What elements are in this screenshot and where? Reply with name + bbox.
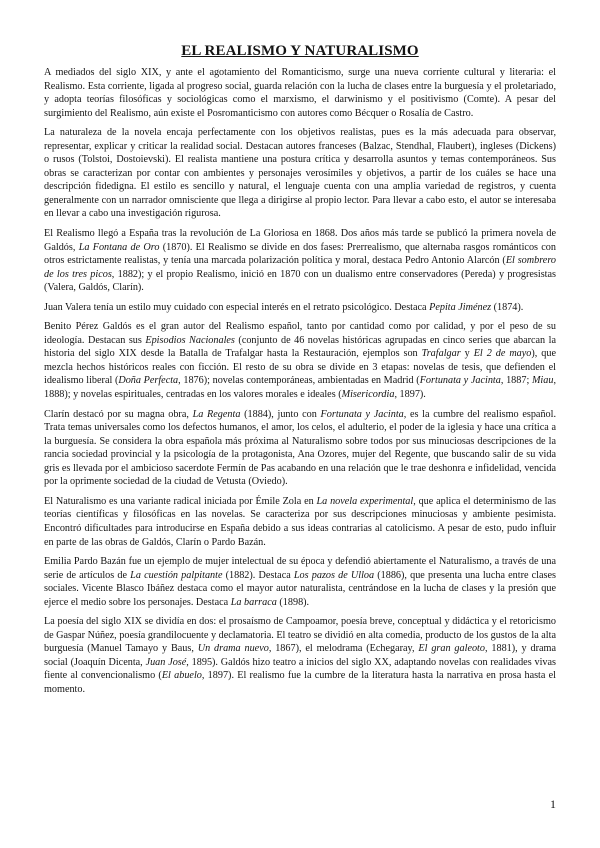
paragraph-text: , que aplica el determinismo de las teorías científicas y filosóficas en las novelas. Se caracteriza por sus descripciones minuciosas y ambiente pesimista. Encontró dificultades para introducirse en España debido a sus ideas contrarias al catolicismo. A pesar de esto, pudo influir en parte de las obras de Galdós, Clarín o Pardo Bazán.: [44, 495, 556, 548]
paragraph-text: (1874).: [491, 301, 524, 313]
paragraph-text: (1898).: [276, 596, 310, 608]
paragraph: [44, 320, 556, 401]
italic-title-text: La novela experimental: [316, 495, 414, 507]
paragraph-text: El Realismo llegó a España tras la revolución de La Gloriosa en 1868. Dos años más tarde se publicó la primera novela de Galdós,: [44, 228, 556, 253]
paragraph-text: , 1888); y novelas espirituales, centradas en los valores morales e ideales (: [44, 375, 556, 401]
paragraph-text: El Naturalismo es una variante radical iniciada por Émile Zola en: [44, 495, 317, 507]
paragraph-text: , 1867), el melodrama (Echegaray,: [268, 643, 419, 655]
italic-title-text: Trafalgar: [421, 348, 461, 360]
paragraph-text: Emilia Pardo Bazán fue un ejemplo de mujer intelectual de su época y defendió abiertamente el Naturalismo, a través de una serie de artículos de: [44, 556, 556, 581]
paragraph-text: (1884), junto con: [240, 408, 321, 420]
paragraph-text: Benito Pérez Galdós es el gran autor del Realismo español, tanto por cantidad como por calidad, y por el peso de su ideología. Destacan sus: [44, 321, 556, 346]
paragraph-text: , 1897). El realismo fue la cumbre de la literatura hasta la narrativa en prosa hasta el momento.: [44, 670, 557, 695]
italic-title-text: El abuelo: [161, 670, 202, 682]
italic-title-text: La Regenta: [192, 408, 241, 420]
paragraph-text: , 1882); y el propio Realismo, inició en 1870 con un dualismo entre conservadores (Pereda) y progresistas (Valera, Galdós, Clarín).: [44, 268, 556, 294]
italic-title-text: Miau: [531, 375, 554, 387]
italic-title-text: La Fontana de Oro: [78, 241, 160, 253]
italic-title-text: Un drama nuevo: [197, 643, 269, 655]
paragraph-text: (conjunto de 46 novelas históricas agrupadas en cinco series que abarcan la historia del siglo XIX desde la Batalla de Trafalgar hasta la Restauración, ejemplos son: [44, 334, 556, 360]
paragraph: [44, 301, 556, 315]
italic-title-text: Los pazos de Ulloa: [293, 569, 375, 581]
paragraph-text: , es la cumbre del realismo español. Trata temas universales como los defectos humanos, el amor, los celos, el adulterio, el poder de la iglesia y hace una crítica a la burguesía. Se considera la obra española más próxima al Naturalismo sobre todos por sus minuciosas descripciones de la rancia sociedad provincial y la psicología de la protagonista, Ana Ozores, mujer del Regente, que buscando salir de su vida gris es llevada por el ambicioso sacerdote Fermín de Pas acabando en una relación que le trae deshonra e infidelidad, vencida por la oprimente sociedad de la ciudad de Vetusta (Oviedo).: [44, 408, 557, 488]
italic-title-text: Fortunata y Jacinta: [419, 375, 501, 387]
page-number: 1: [550, 797, 556, 811]
paragraph-text: (1886), que presenta una lucha entre clases sociales. Vicente Blasco Ibáñez destaca como el mayor autor naturalista, centrándose en la lucha de clases y la presión que ejerce el medio sobre los personajes. Destaca: [44, 569, 556, 608]
paragraph-text: ), que mezcla hechos históricos reales con ficción. El resto de su obra se divide en 3 etapas: novelas de tesis, que defienden el idealismo liberal (: [44, 348, 557, 387]
paragraph: [44, 495, 556, 549]
paragraph: [44, 408, 556, 489]
italic-title-text: Misericordia: [341, 389, 395, 401]
paragraph-text: , 1876); novelas contemporáneas, ambientadas en Madrid (: [178, 375, 420, 387]
paragraph-text: (1870). El Realismo se divide en dos fases: Prerrealismo, que alternaba rasgos románticos con otros estrictamente realistas, y tenía una marcada polarización política y moral, destaca Pedro Antonio Alarcón (: [44, 241, 556, 267]
italic-title-text: La barraca: [230, 596, 277, 608]
italic-title-text: El sombrero de los tres picos: [44, 255, 557, 280]
paragraph-text: , 1887;: [500, 375, 532, 387]
italic-title-text: Episodios Nacionales: [145, 334, 235, 346]
italic-title-text: Doña Perfecta: [118, 375, 179, 387]
italic-title-text: Fortunata y Jacinta: [320, 408, 404, 420]
paragraph-text: y: [460, 348, 474, 360]
paragraph: [44, 615, 556, 696]
italic-title-text: Pepita Jiménez: [429, 301, 492, 313]
paragraph-text: , 1895). Galdós hizo teatro a inicios del siglo XX, adaptando novelas con realidades vivas fiente al convencionalismo (: [44, 656, 557, 682]
paragraph-text: La naturaleza de la novela encaja perfectamente con los objetivos realistas, pues es la más adecuada para observar, representar, explicar y criticar la realidad social. Destacan autores franceses (Balzac, Stendhal, Flaubert), ingleses (Dickens) o rusos (Tolstoi, Dostoievski). El realista mantiene una postura crítica y desarrolla asuntos y temas contemporáneos. Sus obras se caracterizan por contar con ambientes y personajes verosímiles y objetivos, a partir de los cuáles se hace una descripción fidedigna. El estilo es sencillo y natural, el lenguaje cuenta con una amplia variedad de registros, y cuenta generalmente con un narrador omnisciente que llega a dirigirse al propio lector. Para llevar a cabo esto, el autor se interesaba en llevar a cabo una investigación rigurosa.: [44, 127, 556, 220]
italic-title-text: La cuestión palpitante: [130, 569, 223, 581]
paragraph-text: La poesía del siglo XIX se dividía en dos: el prosaísmo de Campoamor, poesía breve, conceptual y didáctica y el retoricismo de Gaspar Núñez, poesía grandilocuente y declamatoria. El teatro se dividió en alta comedia, producto de los gustos de la alta burguesía (Manuel Tamayo y Baus,: [44, 616, 556, 655]
paragraph: [44, 126, 556, 221]
document-title: EL REALISMO Y NATURALISMO: [181, 43, 419, 59]
paragraph-text: Clarín destacó por su magna obra,: [44, 408, 193, 420]
italic-title-text: El gran galeoto: [418, 643, 485, 655]
paragraph: [44, 555, 556, 609]
paragraph-text: A mediados del siglo XIX, y ante el agotamiento del Romanticismo, surge una nueva corriente cultural y literaria: el Realismo. Esta corriente, ligada al progreso social, guarda relación con la lucha de clases entre la burguesía y el proletariado, y adopta teorías filosóficas y sociológicas como el marxismo, el darwinismo y el positivismo (Comte). A pesar del surgimiento del Realismo, aún existe el Posromanticismo con autores como Bécquer o Rosalía de Castro.: [44, 67, 556, 119]
paragraph: [44, 227, 556, 295]
italic-title-text: El 2 de mayo: [473, 348, 532, 360]
paragraph: [44, 66, 556, 120]
paragraph-text: , 1881), y drama social (Joaquín Dicenta,: [44, 643, 556, 668]
document-body: [44, 66, 556, 703]
italic-title-text: Juan José: [145, 656, 187, 668]
paragraph-text: , 1897).: [394, 389, 426, 401]
paragraph-text: Juan Valera tenía un estilo muy cuidado con especial interés en el retrato psicológico. Destaca: [44, 301, 430, 313]
paragraph-text: (1882). Destaca: [222, 569, 294, 581]
